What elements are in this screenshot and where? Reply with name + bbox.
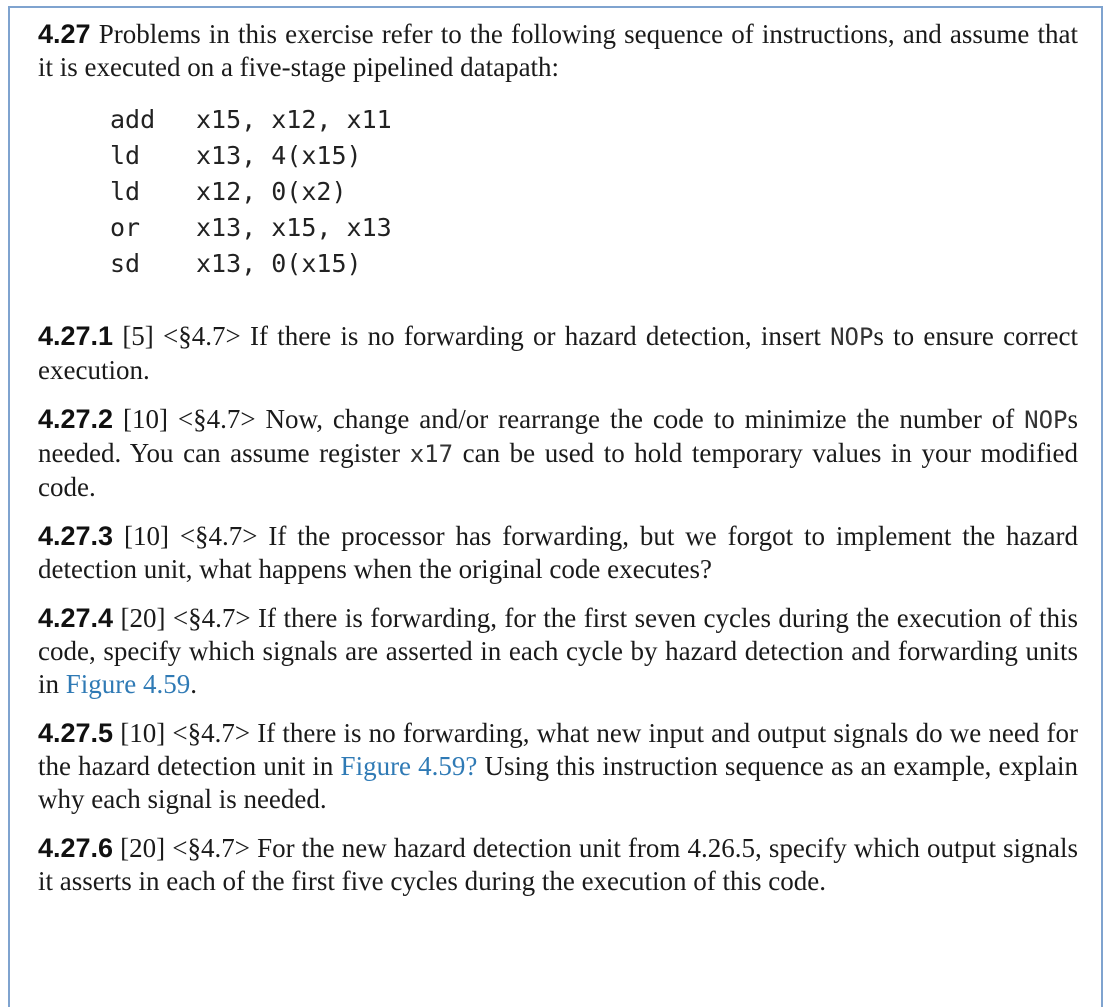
problem-text: If there is no forwarding, what new input and output signals do we need for the hazard detection unit in <box>38 718 1078 781</box>
problem-section: <§4.7> <box>172 833 250 863</box>
code-line <box>110 246 1078 282</box>
problem-number: 4.27.4 <box>38 603 114 633</box>
code-line <box>110 174 1078 210</box>
figure-link[interactable]: Figure 4.59 <box>65 669 191 699</box>
exercise-frame <box>8 6 1103 1007</box>
problem-section: <§4.7> <box>163 321 241 351</box>
code-line <box>110 138 1078 174</box>
problem-text: Now, change and/or rearrange the code to minimize the number of <box>265 404 1015 434</box>
problem-points: [10] <box>120 718 166 748</box>
problem-4-27-3 <box>38 520 1078 586</box>
code-operands: x13, 4(x15) <box>196 141 362 170</box>
problem-text: . <box>190 669 198 699</box>
exercise-content <box>38 18 1078 914</box>
code-listing <box>110 102 1078 282</box>
code-operands: x13, 0(x15) <box>196 249 362 278</box>
code-opcode: or <box>110 213 141 242</box>
problem-4-27-6 <box>38 832 1078 898</box>
exercise-intro-paragraph <box>38 18 1078 84</box>
problem-points: [20] <box>120 833 166 863</box>
code-line <box>110 102 1078 138</box>
exercise-number: 4.27 <box>38 19 91 49</box>
code-opcode: ld <box>110 141 141 170</box>
figure-link[interactable]: Figure 4.59? <box>340 751 478 781</box>
nop-term: NOP <box>830 323 874 351</box>
problem-points: [10] <box>123 521 169 551</box>
problem-text: If there is no forwarding or hazard detection, insert <box>249 321 821 351</box>
problem-4-27-1 <box>38 320 1078 387</box>
code-operands: x12, 0(x2) <box>196 177 347 206</box>
problem-text: For the new hazard detection unit from 4.26.5, specify which output signals it asserts in each of the first five cycles during the execution of this code. <box>38 833 1079 896</box>
problem-4-27-2 <box>38 403 1078 504</box>
problem-text: Using this instruction sequence as an example, explain why each signal is needed. <box>38 751 1079 814</box>
code-opcode: ld <box>110 177 141 206</box>
problem-section: <§4.7> <box>172 603 251 633</box>
problem-text: If the processor has forwarding, but we forgot to implement the hazard detection unit, what happens when the original code executes? <box>38 521 1078 584</box>
problem-number: 4.27.3 <box>38 521 114 551</box>
problem-text: s to ensure correct execution. <box>38 321 1079 385</box>
problem-text: If there is forwarding, for the first seven cycles during the execution of this code, specify which signals are asserted in each cycle by hazard detection and forwarding units in <box>38 603 1078 699</box>
problem-points: [10] <box>122 404 168 434</box>
problem-section: <§4.7> <box>177 404 256 434</box>
nop-term: NOP <box>1024 406 1068 434</box>
problem-section: <§4.7> <box>179 521 258 551</box>
problem-number: 4.27.6 <box>38 833 114 863</box>
problem-section: <§4.7> <box>172 718 251 748</box>
problem-number: 4.27.2 <box>38 404 114 434</box>
problem-points: [20] <box>120 603 166 633</box>
problem-text: can be used to hold temporary values in your modified code. <box>38 438 1078 502</box>
problem-text: s needed. You can assume register <box>38 404 1079 468</box>
code-opcode: sd <box>110 249 141 278</box>
code-line <box>110 210 1078 246</box>
code-operands: x13, x15, x13 <box>196 213 392 242</box>
problem-list <box>38 320 1078 898</box>
problem-number: 4.27.1 <box>38 321 114 351</box>
problem-number: 4.27.5 <box>38 718 114 748</box>
exercise-intro-text: Problems in this exercise refer to the following sequence of instructions, and assume that it is executed on a five-stage pipelined datapath: <box>38 19 1078 82</box>
code-opcode: add <box>110 105 156 134</box>
problem-4-27-4 <box>38 602 1078 701</box>
register-term: x17 <box>409 440 454 468</box>
code-operands: x15, x12, x11 <box>196 105 392 134</box>
problem-4-27-5 <box>38 717 1078 816</box>
problem-points: [5] <box>122 321 154 351</box>
